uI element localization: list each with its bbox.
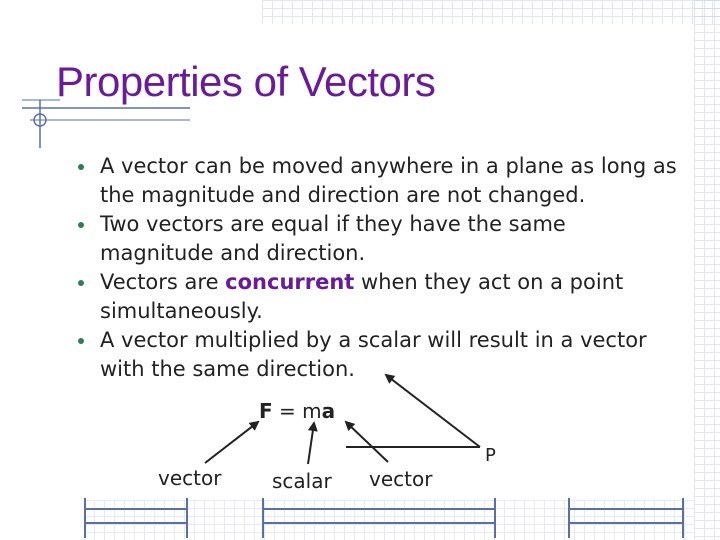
list-item: Two vectors are equal if they have the same magnitude and direction. xyxy=(78,210,678,268)
emphasized-term: concurrent xyxy=(225,270,355,294)
arrow-vector-right xyxy=(346,422,388,462)
list-item: A vector multiplied by a scalar will result in a vector with the same direction. xyxy=(78,326,678,384)
label-vector-left: vector xyxy=(158,466,222,490)
arrow-vector-left xyxy=(205,422,258,463)
page-title: Properties of Vectors xyxy=(56,58,436,105)
arrow-scalar xyxy=(308,423,314,464)
formula-f-equals-ma: F = ma xyxy=(259,399,336,423)
list-item: Vectors are concurrent when they act on a point simultaneously. xyxy=(78,268,678,326)
label-vector-right: vector xyxy=(369,467,433,491)
vector-diagonal xyxy=(386,375,480,447)
list-item: A vector can be moved anywhere in a plane as long as the magnitude and direction are not changed. xyxy=(78,152,678,210)
label-scalar: scalar xyxy=(272,469,332,493)
label-point-p: P xyxy=(485,445,496,466)
